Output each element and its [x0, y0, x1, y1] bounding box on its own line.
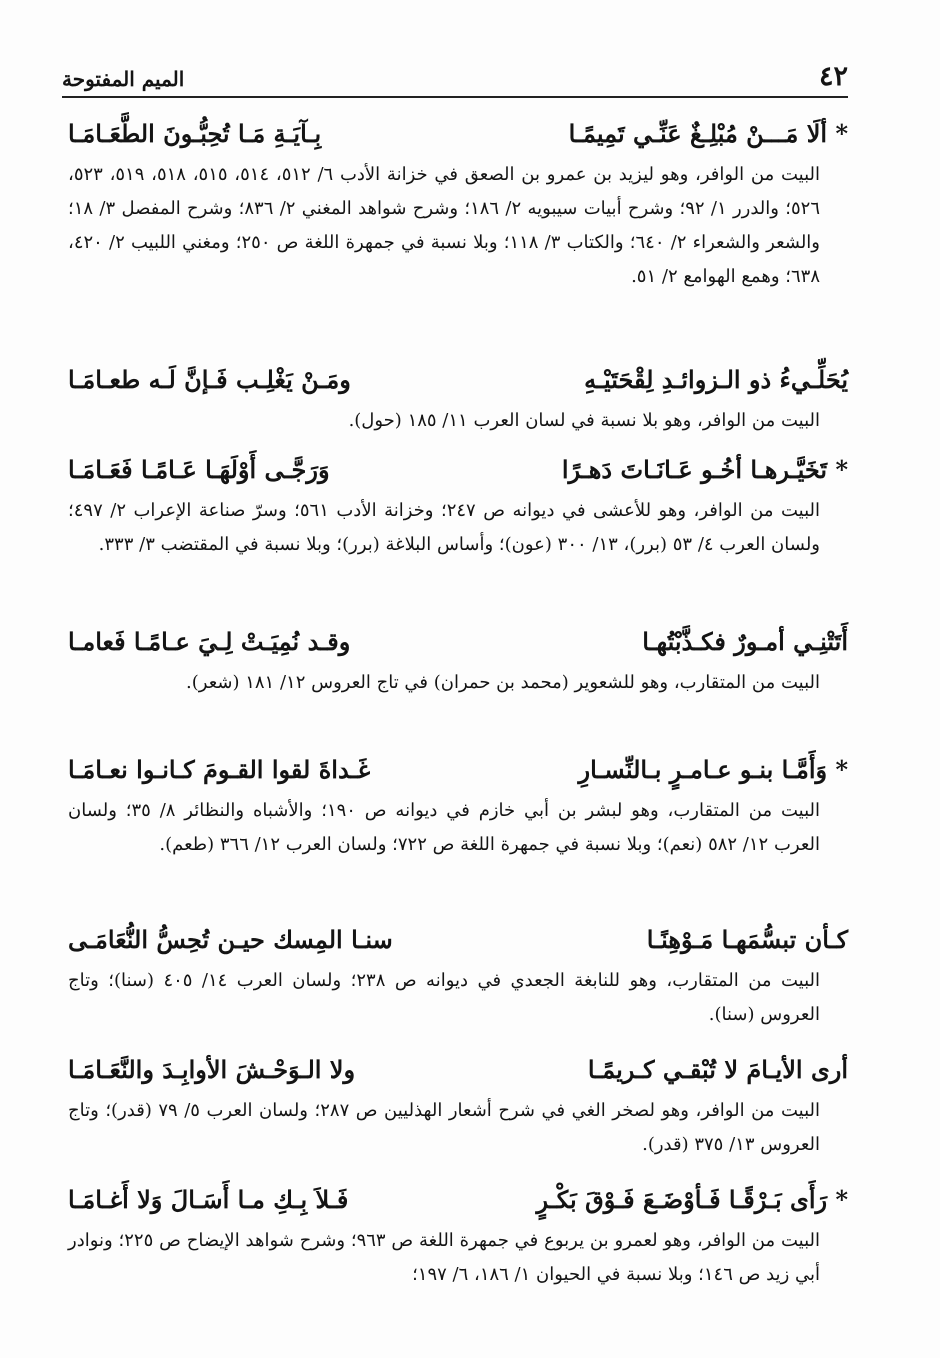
verse-entry — [68, 918, 848, 1032]
verse-line — [68, 1048, 848, 1092]
verse-line — [68, 918, 848, 962]
verse-entry — [68, 448, 848, 562]
verse-second-hemistich: ولا الـوَحْـشَ الأوابِـدَ والنَّعَـامَـا — [68, 1055, 356, 1084]
verse-first-hemistich: * تَخَيَّـرهـا أخُـو عَـانَـاتَ دَهـرًا — [561, 455, 848, 484]
page-title: الميم المفتوحة — [62, 67, 185, 91]
verse-note: البيت من المتقارب، وهو للنابغة الجعدي في ديوانه ص ٢٣٨؛ ولسان العرب ١٤/ ٤٠٥ (سنا)؛ وتاج العروس (سنا). — [68, 970, 821, 1025]
verse-note: البيت من الوافر، وهو ليزيد بن عمرو بن الصعق في خزانة الأدب ٦/ ٥١٢، ٥١٤، ٥١٥، ٥١٨، ٥١٩، ٥٢٣، ٥٢٦؛ والدرر ١/ ٩٢؛ وشرح أبيات سيبويه ٢/ ١٨٦؛ وشرح شواهد المغني ٢/ ٨٣٦؛ وشرح المفصل ٣/ ١٨؛ والشعر والشعراء ٢/ ٦٤٠؛ والكتاب ٣/ ١١٨؛ وبلا نسبة في جمهرة اللغة ص ٢٥٠؛ ومغني اللبيب ٢/ ٤٢٠، ٦٣٨؛ وهمع الهوامع ٢/ ٥١. — [68, 164, 821, 287]
verse-second-hemistich: بِـآيَـةِ مَـا تُحِبُّـونَ الطَّعَـامَـا — [68, 119, 322, 148]
verse-second-hemistich: فَـلاَ بِـكِ مـا أَسَـالَ وَلا أَغـامَـا — [68, 1185, 349, 1214]
verse-entry — [68, 112, 848, 294]
verse-line — [68, 748, 848, 792]
verse-second-hemistich: وقـد نُمِيَـتْ لِـيَ عـامًـا فَعامـا — [68, 627, 351, 656]
page-number: ٤٢ — [818, 61, 848, 92]
verse-first-hemistich: كـأن تبسُّمَهـا مَـوْهِنًـا — [646, 925, 848, 954]
verse-first-hemistich: أَتَتْنِـي أمـورٌ فكـذَّبْتُهـا — [642, 627, 848, 656]
verse-line — [68, 112, 848, 156]
verse-first-hemistich: يُحَلِّـيءُ ذو الـزوائـدِ لِقْحَتَيْـهِ — [584, 365, 848, 394]
verse-entry — [68, 358, 848, 438]
verse-note: البيت من المتقارب، وهو للشعوير (محمد بن حمران) في تاج العروس ١٢/ ١٨١ (شعر). — [186, 672, 820, 693]
verse-second-hemistich: وَرَجَّـى أَوْلَهَـا عَـامًـا فَعَـامَـا — [68, 455, 330, 484]
running-header — [62, 60, 848, 98]
verse-second-hemistich: ومَـنْ يَغْلِـب فَـإنَّ لَـه طعـامَـا — [68, 365, 351, 394]
verse-note: البيت من الوافر، وهو لصخر الغي في شرح أشعار الهذليين ص ٢٨٧؛ ولسان العرب ٥/ ٧٩ (قدر)؛ وتاج العروس ١٣/ ٣٧٥ (قدر). — [68, 1100, 820, 1155]
verse-first-hemistich: * رَأَى بَـرْقًـا فَـأوْضَـعَ فَـوْقَ بَكْـرٍ — [536, 1185, 848, 1214]
verse-note: البيت من الوافر، وهو لعمرو بن يربوع في جمهرة اللغة ص ٩٦٣؛ وشرح شواهد الإيضاح ص ٢٢٥؛ ونوادر أبي زيد ص ١٤٦؛ وبلا نسبة في الحيوان ١/ ١٨٦، ٦/ ١٩٧؛ — [68, 1230, 820, 1285]
verse-first-hemistich: * وَأَمَّـا بنـو عـامـرٍ بـالنِّسـارِ — [578, 755, 848, 784]
verse-entry — [68, 1178, 848, 1292]
verse-line — [68, 358, 848, 402]
verse-note: البيت من الوافر، وهو للأعشى في ديوانه ص ٢٤٧؛ وخزانة الأدب ٥٦١؛ وسرّ صناعة الإعراب ٢/ ٤٩٧؛ ولسان العرب ٤/ ٥٣ (برر)، ١٣/ ٣٠٠ (عون)؛ وأساس البلاغة (برر)؛ وبلا نسبة في المقتضب ٣/ ٣٣٣. — [68, 500, 821, 555]
verse-second-hemistich: غَـداةَ لقوا القـومَ كـانـوا نعـامَـا — [68, 755, 371, 784]
verse-entry — [68, 1048, 848, 1162]
verse-first-hemistich: أرى الأيـامَ لا تُبْقـي كـريمًـا — [587, 1055, 848, 1084]
verse-line — [68, 448, 848, 492]
verse-note: البيت من المتقارب، وهو لبشر بن أبي خازم في ديوانه ص ١٩٠؛ والأشباه والنظائر ٨/ ٣٥؛ ولسان العرب ١٢/ ٥٨٢ (نعم)؛ وبلا نسبة في جمهرة اللغة ص ٧٢٢؛ ولسان العرب ١٢/ ٣٦٦ (طعم). — [68, 800, 820, 855]
verse-entry — [68, 620, 848, 700]
verse-second-hemistich: سنـا المِسك حيـن تُحِسُّ النُّعَامَـى — [68, 925, 393, 954]
verse-first-hemistich: * ألَا مَـــنْ مُبْلِـغٌ عَنِّـي تَمِيمًـا — [568, 119, 848, 148]
verse-note: البيت من الوافر، وهو بلا نسبة في لسان العرب ١١/ ١٨٥ (حول). — [348, 410, 820, 431]
verse-line — [68, 1178, 848, 1222]
verse-line — [68, 620, 848, 664]
verse-entry — [68, 748, 848, 862]
